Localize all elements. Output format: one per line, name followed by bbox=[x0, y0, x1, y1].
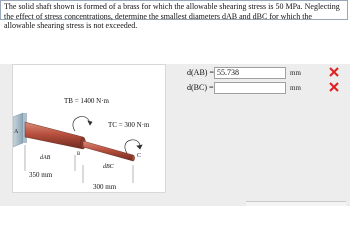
unit-dab: mm bbox=[290, 69, 301, 77]
torque-arrow-b bbox=[73, 116, 92, 131]
answer-label-dbc: d(BC) = bbox=[187, 83, 214, 92]
point-b-label: B bbox=[77, 152, 81, 157]
answer-label-dab: d(AB) = bbox=[187, 68, 214, 77]
shaft-diagram bbox=[13, 65, 165, 192]
bottom-toolbar bbox=[246, 201, 346, 206]
torque-arrow-c bbox=[125, 140, 142, 153]
dab-answer-input[interactable] bbox=[214, 67, 286, 79]
length-bc-label: 300 mm bbox=[93, 183, 117, 191]
diameter-ab-label: dAB bbox=[40, 155, 51, 161]
shaft-segment-ab bbox=[25, 122, 86, 149]
dbc-answer-input[interactable] bbox=[214, 82, 286, 94]
torque-b-label: TB = 1400 N·m bbox=[64, 97, 109, 105]
x-mark-icon bbox=[329, 67, 339, 77]
problem-text: The solid shaft shown is formed of a brass for which the allowable shearing stress is 50 MPa. Neglecting the effect of stress concentrations, determine the smallest diameters dAB and dBC for which the allowable shearing stress is not exceeded. bbox=[4, 2, 340, 30]
x-mark-icon bbox=[329, 82, 339, 92]
point-a-label: A bbox=[14, 129, 19, 135]
point-c-label: C bbox=[137, 153, 142, 159]
shaft-segment-bc bbox=[83, 141, 135, 161]
problem-statement bbox=[0, 0, 348, 30]
shaft-figure bbox=[12, 64, 166, 193]
unit-dbc: mm bbox=[290, 84, 301, 92]
length-ab-label: 350 mm bbox=[29, 171, 53, 179]
torque-c-label: TC = 300 N·m bbox=[108, 121, 150, 129]
diameter-bc-label: dBC bbox=[103, 164, 114, 170]
